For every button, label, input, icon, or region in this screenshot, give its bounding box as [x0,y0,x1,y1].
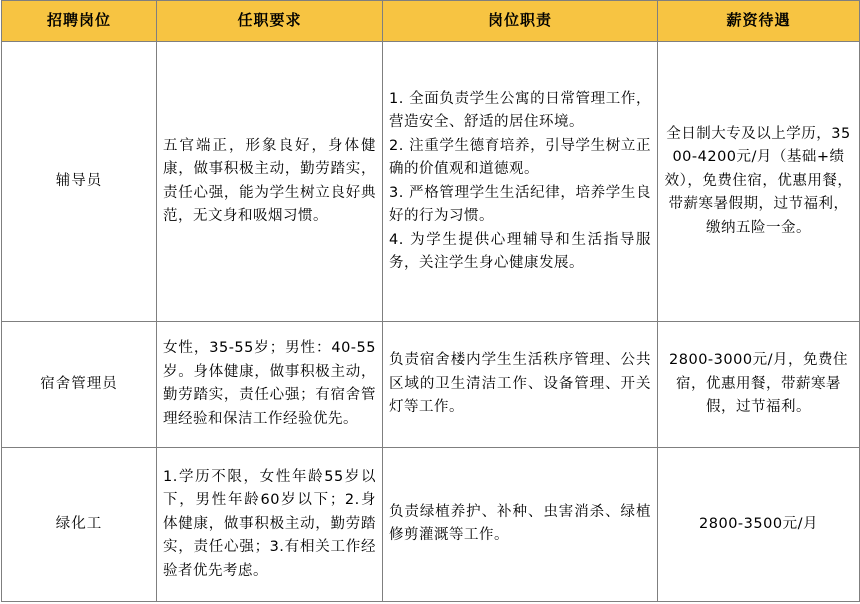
salary-cell: 2800-3000元/月，免费住宿，优惠用餐，带薪寒暑假，过节福利。 [658,322,860,448]
requirements-cell: 1.学历不限，女性年龄55岁以下，男性年龄60岁以下；2.身体健康，做事积极主动，勤劳踏实，责任心强；3.有相关工作经验者优先考虑。 [157,447,383,601]
table-row [2,447,860,601]
requirements-cell: 五官端正，形象良好，身体健康，做事积极主动，勤劳踏实，责任心强，能为学生树立良好典范，无文身和吸烟习惯。 [157,42,383,322]
duty-item: 4. 为学生提供心理辅导和生活指导服务，关注学生身心健康发展。 [389,231,651,271]
duties-cell [383,42,658,322]
duties-cell [383,447,658,601]
header-position: 招聘岗位 [2,1,157,42]
position-cell: 辅导员 [2,42,157,322]
position-cell: 宿舍管理员 [2,322,157,448]
table-row [2,322,860,448]
duty-item: 3. 严格管理学生生活纪律，培养学生良好的行为习惯。 [389,184,651,224]
salary-cell: 2800-3500元/月 [658,447,860,601]
duty-item: 负责绿植养护、补种、虫害消杀、绿植修剪灌溉等工作。 [389,503,651,544]
salary-cell: 全日制大专及以上学历，3500-4200元/月（基础+绩效），免费住宿，优惠用餐，带薪寒暑假期，过节福利，缴纳五险一金。 [658,42,860,322]
recruitment-table [1,0,860,602]
position-cell: 绿化工 [2,447,157,601]
duties-cell [383,322,658,448]
header-salary: 薪资待遇 [658,1,860,42]
header-requirements: 任职要求 [157,1,383,42]
table-row [2,42,860,322]
duty-item: 1. 全面负责学生公寓的日常管理工作，营造安全、舒适的居住环境。 [389,90,651,130]
duty-item: 负责宿舍楼内学生生活秩序管理、公共区域的卫生清洁工作、设备管理、开关灯等工作。 [389,352,651,416]
duty-item: 2. 注重学生德育培养，引导学生树立正确的价值观和道德观。 [389,137,651,177]
header-duties: 岗位职责 [383,1,658,42]
requirements-cell: 女性，35-55岁；男性：40-55岁。身体健康，做事积极主动，勤劳踏实，责任心强；有宿舍管理经验和保洁工作经验优先。 [157,322,383,448]
header-row [2,1,860,42]
